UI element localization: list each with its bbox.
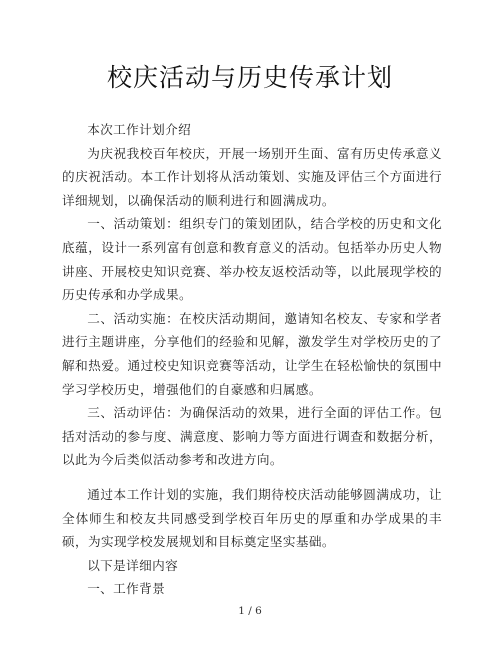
paragraph-conclusion: 通过本工作计划的实施，我们期待校庆活动能够圆满成功，让全体师生和校友共同感受到学校百年历史的厚重和办学成果的丰硕，为实现学校发展规划和目标奠定坚实基础。 xyxy=(62,486,442,550)
section-heading-background: 一、工作背景 xyxy=(87,581,166,597)
paragraph-implementation: 二、活动实施：在校庆活动期间，邀请知名校友、专家和学者进行主题讲座，分享他们的经验和见解，激发学生对学校历史的了解和热爱。通过校史知识竞赛等活动，让学生在轻松愉快的氛围中学习学校历史，增强他们的自豪感和归属感。 xyxy=(62,310,442,397)
paragraph-planning: 一、活动策划：组织专门的策划团队，结合学校的历史和文化底蕴，设计一系列富有创意和教育意义的活动。包括举办历史人物讲座、开展校史知识竞赛、举办校友返校活动等，以此展现学校的历史传承和办学成果。 xyxy=(62,216,442,303)
paragraph-intro-heading: 本次工作计划介绍 xyxy=(87,122,192,137)
paragraph-details-heading: 以下是详细内容 xyxy=(87,557,179,573)
paragraph-evaluation: 三、活动评估：为确保活动的效果，进行全面的评估工作。包括对活动的参与度、满意度、影响力等方面进行调查和数据分析，以此为今后类似活动参考和改进方向。 xyxy=(62,405,442,468)
paragraph-overview: 为庆祝我校百年校庆，开展一场别开生面、富有历史传承意义的庆祝活动。本工作计划将从活动策划、实施及评估三个方面进行详细规划，以确保活动的顺利进行和圆满成功。 xyxy=(62,145,442,208)
document-body xyxy=(62,118,442,601)
document-title: 校庆活动与历史传承计划 xyxy=(106,63,393,92)
page-indicator: 1 / 6 xyxy=(238,605,262,617)
